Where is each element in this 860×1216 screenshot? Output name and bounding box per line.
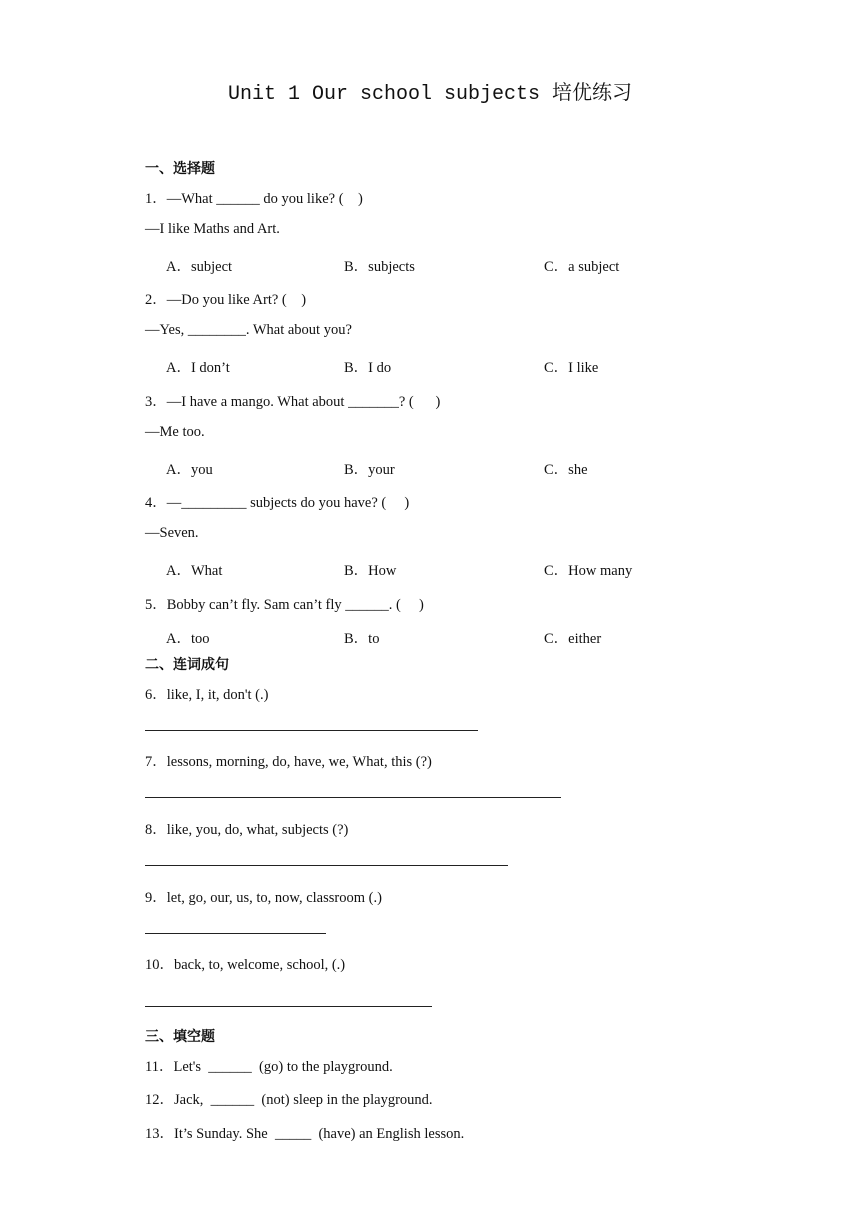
question-10: 10．back, to, welcome, school, (.) [145,957,346,973]
section-heading-word-order: 二、连词成句 [145,657,229,673]
question-1: 1．—What ______ do you like? ( ) [145,191,363,207]
question-5-option-b: B．to [344,631,380,647]
section-heading-fill-in: 三、填空题 [145,1029,215,1045]
answer-line-7[interactable] [145,797,561,798]
section-heading-multiple-choice: 一、选择题 [145,161,215,177]
answer-line-6[interactable] [145,730,478,731]
question-3-option-c: C．she [544,462,588,478]
question-3-option-b: B．your [344,462,395,478]
question-12: 12．Jack, ______ (not) sleep in the playground. [145,1092,433,1108]
page-title: Unit 1 Our school subjects 培优练习 [227,83,633,106]
question-5: 5．Bobby can’t fly. Sam can’t fly ______. ( ) [145,597,424,613]
question-1-option-b: B．subjects [344,259,415,275]
question-2-option-c: C．I like [544,360,599,376]
question-2-option-a: A．I don’t [166,360,230,376]
question-1-option-c: C．a subject [544,259,620,275]
question-1-reply: —I like Maths and Art. [145,221,280,237]
answer-line-9[interactable] [145,933,326,934]
question-11: 11．Let's ______ (go) to the playground. [145,1059,393,1075]
question-6: 6．like, I, it, don't (.) [145,687,269,703]
question-2-reply: —Yes, ________. What about you? [145,322,352,338]
question-2-option-b: B．I do [344,360,392,376]
question-13: 13．It’s Sunday. She _____ (have) an English lesson. [145,1126,465,1142]
question-4-option-c: C．How many [544,563,633,579]
question-3: 3．—I have a mango. What about _______? ( ) [145,394,441,410]
question-4-option-b: B．How [344,563,397,579]
question-9: 9．let, go, our, us, to, now, classroom (.) [145,890,382,906]
question-4: 4．—_________ subjects do you have? ( ) [145,495,410,511]
question-4-reply: —Seven. [145,525,199,541]
answer-line-8[interactable] [145,865,508,866]
question-8: 8．like, you, do, what, subjects (?) [145,822,349,838]
question-7: 7．lessons, morning, do, have, we, What, this (?) [145,754,432,770]
answer-line-10[interactable] [145,1006,432,1007]
question-5-option-c: C．either [544,631,602,647]
question-4-option-a: A．What [166,563,223,579]
question-3-reply: —Me too. [145,424,205,440]
question-3-option-a: A．you [166,462,213,478]
question-2: 2．—Do you like Art? ( ) [145,292,307,308]
question-1-option-a: A．subject [166,259,233,275]
question-5-option-a: A．too [166,631,210,647]
